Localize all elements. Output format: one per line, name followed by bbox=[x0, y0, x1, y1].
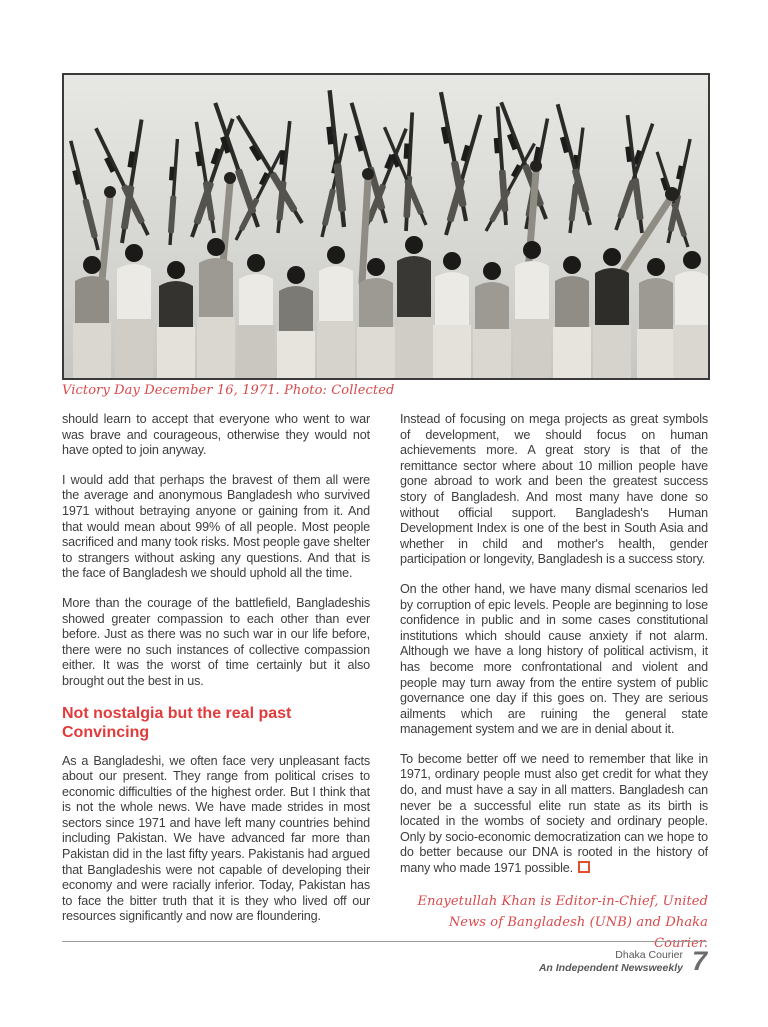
author-attribution: Enayetullah Khan is Editor-in-Chief, United News of Bangladesh (UNB) and Dhaka Courier. bbox=[417, 893, 708, 951]
victory-day-photo-illustration bbox=[64, 75, 708, 378]
paragraph: As a Bangladeshi, we often face very unpleasant facts about our present. They range from political crises to economic difficulties of the highest order. But I think that is not the whole news. We have made strides in most sectors since 1971 and have left many countries behind including Pakistan. We have advanced far more than Pakistan did in the last fifty years. Pakistanis had argued that Bangladeshis were not capable of developing their economy and were racially inferior. Today, Pakistan has to face the bitter truth that it is they who lived off our resources significantly and now are floundering. bbox=[62, 753, 370, 924]
paragraph bbox=[400, 752, 708, 877]
footer-divider bbox=[62, 941, 707, 942]
article-photo bbox=[62, 73, 710, 380]
page-footer bbox=[62, 941, 707, 975]
paragraph: I would add that perhaps the bravest of them all were the average and anonymous Bangladesh who survived 1971 without betraying anyone or gaining from it. And that would mean about 99% of all people. Most people sacrificed and many took risks. Most people gave shelter to strangers without asking any questions. And that is the face of Bangladesh we should uphold all the time. bbox=[62, 472, 370, 581]
article-body bbox=[62, 412, 708, 968]
publication-name: Dhaka Courier bbox=[615, 949, 683, 961]
publication-tagline: An Independent Newsweekly bbox=[538, 961, 683, 974]
paragraph: More than the courage of the battlefield, Bangladeshis showed greater compassion to each other than ever before. Just as there was no such war in our life before, there were no such instances of collective compassion either. It was the worst of time certainly but it also brought out the best in us. bbox=[62, 595, 370, 688]
paragraph: On the other hand, we have many dismal scenarios led by corruption of epic levels. People are beginning to lose confidence in public and in some cases constitutional institutions which should cause anxiety if not alarm. Although we have a long history of political activism, it has become more confrontational and violent and people may turn away from the entire system of public governance one day if this goes on. They are serious ailments which are ruining the general state management system and we are in denial about it. bbox=[400, 581, 708, 737]
end-of-article-marker-icon bbox=[578, 861, 590, 873]
paragraph: Instead of focusing on mega projects as great symbols of development, we should focus on human achievements more. A great story is that of the remittance sector where about 10 million people have gone abroad to work and been the greatest success story of Bangladesh. And most many have done so without official support. Bangladesh's Human Development Index is one of the best in South Asia and whether in child and mother's health, gender participation or longevity, Bangladesh is a success story. bbox=[400, 412, 708, 567]
section-heading: Not nostalgia but the real past Convincing bbox=[62, 704, 292, 741]
publication-block bbox=[539, 949, 683, 974]
paragraph-text: To become better off we need to remember that like in 1971, ordinary people must also get credit for what they do, and must have a say in all matters. Bangladesh can never be a successful elite run state as its birth is located in the wombs of society and ordinary people. Only by socio-economic democratization can we hope to do better because our DNA is rooted in the history of many who made 1971 possible. bbox=[400, 751, 708, 876]
paragraph: should learn to accept that everyone who went to war was brave and courageous, otherwise they would not have opted to join anyway. bbox=[62, 412, 370, 458]
page-number: 7 bbox=[691, 946, 707, 976]
photo-caption: Victory Day December 16, 1971. Photo: Collected bbox=[62, 383, 395, 398]
left-column bbox=[62, 412, 370, 968]
right-column bbox=[400, 412, 708, 968]
